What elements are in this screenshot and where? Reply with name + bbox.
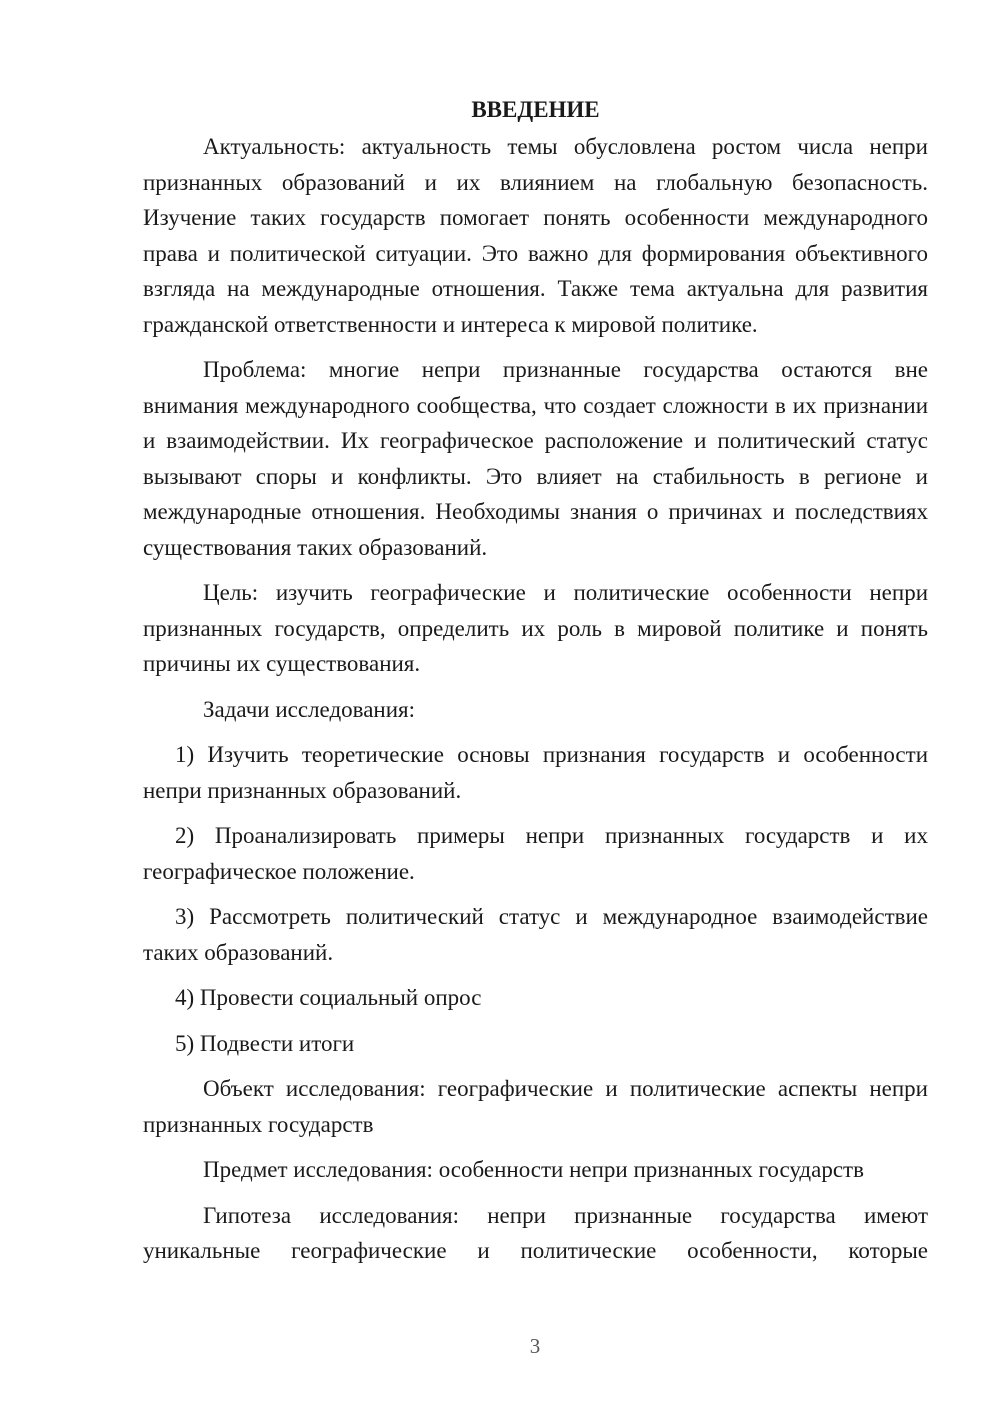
- object-paragraph: Объект исследования: географические и политические аспекты непри признанных государств: [143, 1076, 928, 1137]
- task-item-1: 1) Изучить теоретические основы признания государств и особенности непри признанных образований.: [143, 742, 928, 803]
- hypothesis-paragraph: Гипотеза исследования: непри признанные государства имеют уникальные географические и политические особенности, которые: [143, 1202, 928, 1263]
- problem-paragraph: Проблема: многие непри признанные государства остаются вне внимания международного сообщества, что создает сложности в их признании и взаимодействии. Их географическое расположение и политический статус вызывают споры и конфликты. Это влияет на стабильность в регионе и международные отношения. Необходимы знания о причинах и последствиях существования таких образований.: [143, 357, 928, 560]
- task-item-2: 2) Проанализировать примеры непри признанных государств и их географическое положение.: [143, 823, 928, 884]
- tasks-heading: Задачи исследования:: [203, 696, 416, 722]
- subject-paragraph: Предмет исследования: особенности непри признанных государств: [203, 1157, 864, 1182]
- document-page: [143, 92, 928, 1279]
- page-number: 3: [529, 1334, 541, 1358]
- relevance-paragraph: Актуальность: актуальность темы обусловлена ростом числа непри признанных образований и их влиянием на глобальную безопасность. Изучение таких государств помогает понять особенности международного права и политической ситуации. Это важно для формирования объективного взгляда на международные отношения. Также тема актуальна для развития гражданской ответственности и интереса к мировой политике.: [143, 134, 928, 337]
- task-item-3: 3) Рассмотреть политический статус и международное взаимодействие таких образований.: [143, 904, 928, 965]
- goal-paragraph: Цель: изучить географические и политические особенности непри признанных государств, определить их роль в мировой политике и понять причины их существования.: [143, 580, 928, 676]
- task-item-4: 4) Провести социальный опрос: [175, 985, 482, 1010]
- task-item-5: 5) Подвести итоги: [175, 1030, 355, 1056]
- page-title: ВВЕДЕНИЕ: [471, 97, 600, 122]
